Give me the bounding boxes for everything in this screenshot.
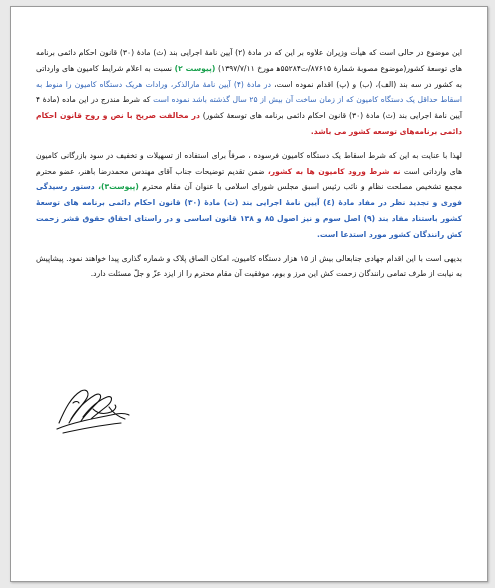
attachment-2-reference: (پیوست ۲)	[174, 63, 216, 73]
document-page	[10, 6, 488, 582]
paragraph-1	[36, 45, 462, 140]
contradiction-statement: در مخالفت صریح با نص و روح قانون احکام دائمی برنامه‌های توسعه کشور می باشد.	[36, 111, 462, 136]
paragraph-3	[36, 251, 462, 283]
paragraph-1-text-a: این موضوع در حالی است که هیأت وزیران علاوه بر این که در مادهٔ (۲) آیین نامهٔ اجرایی بند (ث) مادهٔ (۳۰) قانون احکام دائمی برنامه های توسعهٔ کشور(موضوع مصوبهٔ شمارهٔ ۸۷۶۱۵/ت۵۵۲۸۴ﻫ مورخ ۱۳۹۷/۷/۱۱)	[36, 48, 463, 73]
article-4-highlight: در مادهٔ (۴) آیین نامهٔ مارالذکر، ورادات هریک دستگاه کامیون را منوط به اسقاط حداقل یک دستگاه کامیون که از زمان ساخت آن بیش از ۲۵ سال گذشته باشد نموده است	[36, 79, 462, 105]
not-import-condition: نه شرط ورود کامیون ها به کشور،	[267, 166, 401, 176]
signature-image	[51, 379, 136, 441]
paragraph-2-text-b: ضمن تقدیم توضیحات جناب آقای مهندس محمدرضا باهنر، عضو محترم مجمع تشخیص مصلحت نظام و نائب رئیس اسبق مجلس شورای اسلامی با عنوان آن مقام محترم	[36, 166, 463, 192]
paragraph-2	[36, 148, 462, 243]
paragraph-1-text-b: نسبت به اعلام شرایط کامیون های وارداتی به کشور در سه بند (الف)، (ب) و (پ) اقدام نموده است،	[36, 63, 462, 89]
letter-body	[36, 45, 462, 290]
request-statement: دستور رسیدگی فوری و تجدید نظر در مفاد مادهٔ (٤) آیین نامهٔ اجرایی بند (ث) مادهٔ (۳۰) قانون احکام دائمی برنامه های توسعهٔ کشور باستناد مفاد بند (۹) اصل سوم و نیز اصول ۸۵ و ۱۳۸ قانون اساسی و در راستای احقاق حقوق قشر زحمت کش رانندگان کشور مورد استدعا است.	[36, 182, 462, 239]
paragraph-1-text-c: که شرط مندرج در این ماده (مادهٔ ۴ آیین نامهٔ اجرایی بند (ث) مادهٔ (۳۰) قانون احکام دائمی برنامه های توسعهٔ کشور)	[36, 95, 463, 121]
paragraph-2-text-a: لهذا با عنایت به این که شرط اسقاط یک دستگاه کامیون فرسوده ، صرفاً برای استفاده از تسهیلات و تخفیف در سود بازرگانی کامیون های وارداتی است	[36, 150, 463, 176]
paragraph-3-text: بدیهی است با این اقدام جهادی جنابعالی بیش از ۱۵ هزار دستگاه کامیون، امکان الصاق پلاک و شماره گذاری پیدا خواهند نمود. پیشاپیش به نیابت از طرف تمامی رانندگان زحمت کش این مرز و بوم، موفقیت آن مقام محترم را از ایزد عزّ و جلّ مسئلت دارد.	[36, 253, 462, 279]
attachment-3-reference: (پیوست۳)،	[98, 182, 139, 192]
